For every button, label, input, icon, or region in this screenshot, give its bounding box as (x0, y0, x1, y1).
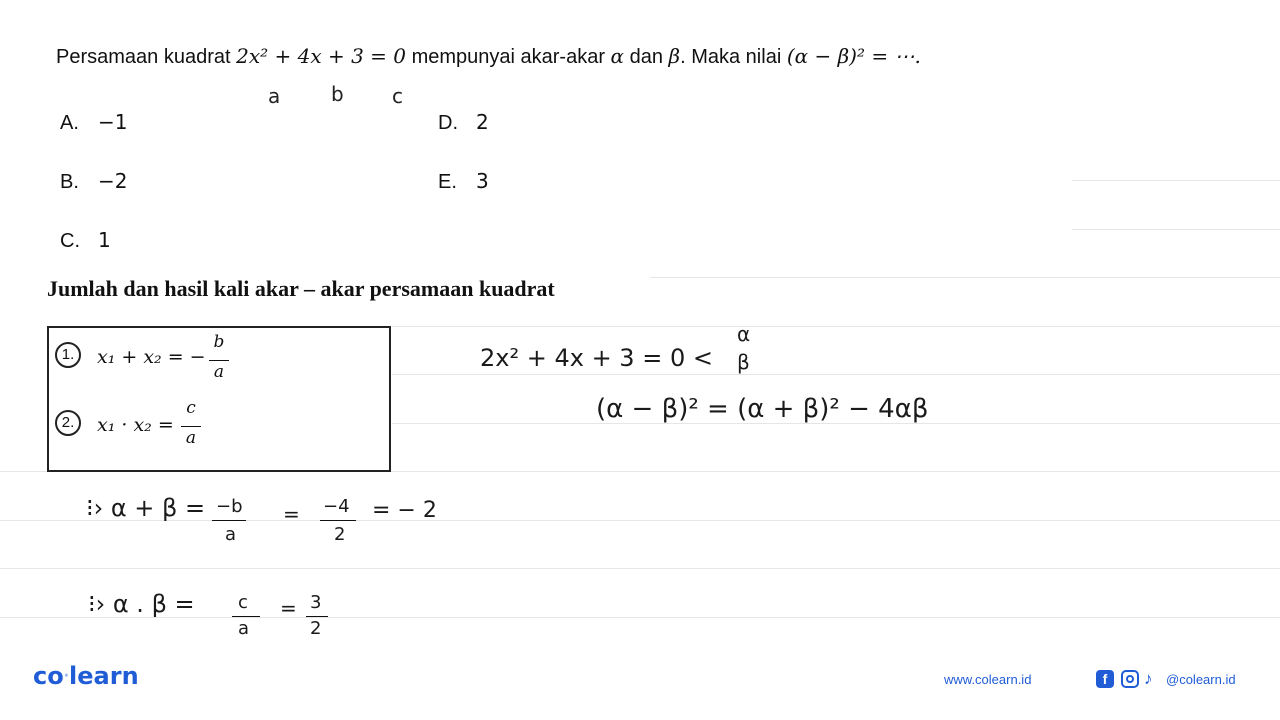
formula-product-denominator: a (185, 428, 197, 448)
section-heading: Jumlah dan hasil kali akar – akar persamaan kuadrat (47, 276, 555, 301)
question-equation: 2x² + 4x + 3 = 0 (236, 44, 407, 68)
option-c[interactable] (60, 228, 111, 253)
hw-sum-f2-top: −4 (323, 496, 350, 517)
question-prefix: Persamaan kuadrat (56, 46, 237, 68)
option-letter: D. (438, 112, 458, 134)
question-beta: β (668, 44, 681, 68)
fraction-bar (212, 520, 246, 521)
hw-equation: 2x² + 4x + 3 = 0 < (480, 344, 713, 372)
option-letter: A. (60, 112, 79, 134)
fraction-bar (306, 616, 328, 617)
option-e[interactable] (438, 169, 489, 194)
option-letter: E. (438, 171, 457, 193)
hw-sum-f2-bottom: 2 (334, 524, 346, 545)
option-letter: C. (60, 230, 80, 252)
tiktok-icon[interactable]: ♪ (1144, 669, 1153, 688)
option-value: 1 (98, 228, 111, 252)
hw-product-f2-top: 3 (310, 592, 322, 613)
option-d[interactable] (438, 110, 489, 135)
question-middle: mempunyai akar-akar (406, 46, 611, 68)
question-text (56, 44, 921, 69)
option-value: 3 (476, 169, 489, 193)
ruled-line (392, 326, 1280, 327)
option-value: −1 (98, 110, 128, 134)
option-letter: B. (60, 171, 79, 193)
ruled-line (392, 374, 1280, 375)
fraction-bar (181, 426, 201, 427)
option-b[interactable] (60, 169, 127, 194)
option-a[interactable] (60, 110, 127, 135)
fraction-bar (209, 360, 229, 361)
option-value: 2 (476, 110, 489, 134)
formula-sum-denominator: a (213, 362, 225, 382)
hw-sum-result: = − 2 (372, 498, 437, 523)
hw-root-alpha: α (737, 322, 751, 346)
formula-number: 1. (55, 342, 81, 368)
website-link[interactable]: www.colearn.id (944, 672, 1032, 687)
formula-product-lhs: x₁ · x₂ = (97, 414, 174, 436)
hw-product-prefix: ⁝› α . β = (88, 590, 195, 618)
formula-box (47, 326, 391, 472)
hw-sum-prefix: ⁝› α + β = (86, 494, 206, 522)
formula-sum-numerator: b (213, 332, 225, 352)
facebook-icon[interactable]: f (1096, 670, 1114, 688)
ruled-line (0, 568, 1280, 569)
hw-sum-eq: = (283, 502, 300, 526)
colearn-logo[interactable] (33, 662, 139, 690)
hw-identity: (α − β)² = (α + β)² − 4αβ (596, 394, 929, 424)
hw-product-eq: = (280, 596, 297, 620)
annotation-a: a (268, 84, 281, 108)
instagram-icon[interactable] (1121, 670, 1139, 688)
fraction-bar (320, 520, 356, 521)
annotation-c: c (392, 84, 403, 108)
option-value: −2 (98, 169, 128, 193)
ruled-line (1072, 180, 1280, 181)
hw-sum-f1-bottom: a (225, 524, 237, 545)
hw-product-f1-bottom: a (238, 618, 250, 639)
annotation-b: b (331, 82, 344, 106)
formula-sum-lhs: x₁ + x₂ = − (97, 346, 206, 368)
ruled-line (650, 277, 1280, 278)
formula-number: 2. (55, 410, 81, 436)
hw-root-beta: β (737, 350, 750, 374)
logo-left: co (33, 662, 64, 690)
question-alpha: α (610, 44, 625, 68)
logo-right: learn (69, 662, 139, 690)
social-handle[interactable]: @colearn.id (1166, 672, 1236, 687)
hw-sum-f1-top: −b (216, 496, 243, 517)
fraction-bar (232, 616, 260, 617)
hw-product-f1-top: c (238, 592, 248, 613)
hw-product-f2-bottom: 2 (310, 618, 322, 639)
formula-product-numerator: c (186, 398, 196, 418)
question-target: (α − β)² = ⋯. (786, 44, 921, 68)
ruled-line (1072, 229, 1280, 230)
logo-dot: · (63, 668, 70, 684)
question-suffix: . Maka nilai (680, 46, 787, 68)
question-dan: dan (624, 46, 669, 68)
